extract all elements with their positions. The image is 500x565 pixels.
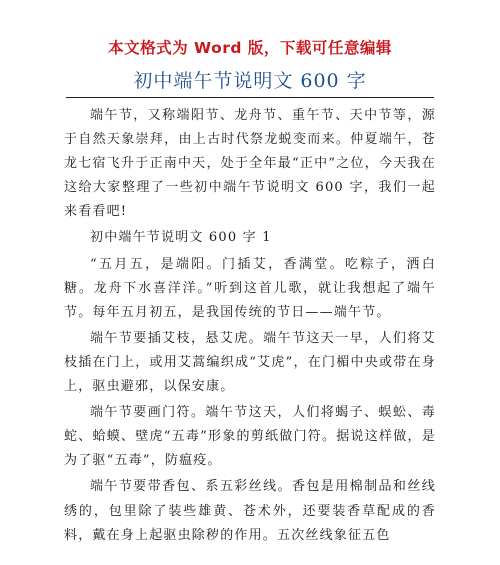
document-body bbox=[64, 104, 436, 548]
title-divider bbox=[66, 97, 434, 98]
word-format-banner: 本文格式为 Word 版，下载可任意编辑 bbox=[108, 39, 392, 57]
body-paragraph: 端午节要插艾枝，悬艾虎。端午节这天一早，人们将艾枝插在门上，或用艾蒿编织成“艾虎”，在门楣中央或带在身上，驱虫避邪，以保安康。 bbox=[64, 330, 436, 395]
intro-paragraph: 端午节，又称端阳节、龙舟节、重午节、天中节等，源于自然天象崇拜，由上古时代祭龙蜕变而来。仲夏端午，苍龙七宿飞升于正南中天，处于全年最“正中”之位，今天我在这给大家整理了一些初中端午节说明文 600 字，我们一起来看看吧! bbox=[64, 108, 436, 220]
document-title: 初中端午节说明文 600 字 bbox=[133, 70, 367, 92]
body-paragraph: 端午节要带香包、系五彩丝线。香包是用棉制品和丝线绣的，包里除了装些雄黄、苍术外，还要装香草配成的香料，戴在身上起驱虫除秽的作用。五次丝线象征五色 bbox=[64, 479, 436, 543]
body-paragraph: “五月五，是端阳。门插艾，香满堂。吃粽子，洒白糖。龙舟下水喜洋洋。”听到这首儿歌，就让我想起了端午节。每年五月初五，是我国传统的节日——端午节。 bbox=[64, 256, 436, 320]
body-paragraph: 端午节要画门符。端午节这天，人们将蝎子、蜈蚣、毒蛇、蛤蟆、壁虎“五毒”形象的剪纸做门符。据说这样做，是为了驱“五毒”，防瘟疫。 bbox=[64, 405, 436, 469]
section-heading: 初中端午节说明文 600 字 1 bbox=[90, 230, 272, 246]
